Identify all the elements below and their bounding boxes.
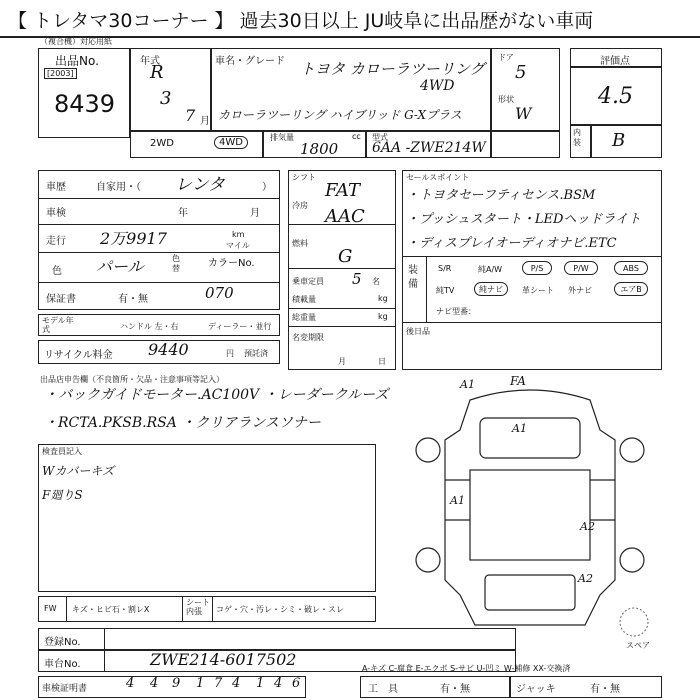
cert-value-6: 4 — [232, 676, 241, 691]
mileage-value: 2万9917 — [100, 229, 167, 248]
shift-value: FAT — [325, 180, 360, 201]
capacity-value: 5 — [352, 270, 362, 288]
year-value: 3 — [160, 88, 172, 109]
diagram-spare: スペア — [626, 641, 650, 650]
equip-ps: P/S — [522, 261, 552, 275]
frame-label: 車台No. — [44, 659, 81, 670]
banner-title: 【 トレタマ30コーナー 】 過去30日以上 JU岐阜に出品歴がない車両 — [8, 10, 594, 32]
load-unit: kg — [378, 294, 388, 303]
equip-sr: S/R — [438, 264, 452, 273]
cert-value-2: 4 — [150, 676, 159, 691]
ac-value: AAC — [325, 206, 365, 227]
equip-aw: 純A/W — [478, 265, 503, 274]
equip-pw: P/W — [564, 261, 598, 275]
change-date-month: 月 — [338, 357, 346, 366]
equip-airbag: エアB — [614, 282, 648, 296]
selling-point-2: ・プッシュスタート・LEDヘッドライト — [406, 212, 641, 227]
model-year-dealer: ディーラー・並行 — [208, 322, 272, 331]
year-label: 年式 — [140, 56, 160, 67]
equipment-label: 装備 — [408, 265, 418, 290]
selling-point-1: ・トヨタセーフティセンス.BSM — [406, 188, 596, 203]
name-line2: 4WD — [420, 78, 455, 94]
equip-tv: 純TV — [436, 286, 455, 295]
tools-value: 有・無 — [440, 684, 470, 695]
color-change: 色替 — [172, 254, 180, 273]
diagram-a1-mid: A1 — [512, 422, 527, 435]
lot-sub: [2003] — [44, 68, 77, 79]
ac-label: 冷房 — [292, 201, 308, 210]
history-value: レンタ — [175, 175, 225, 195]
gross-unit: kg — [378, 312, 388, 321]
mileage-km: km — [232, 230, 245, 239]
shift-label: シフト — [292, 173, 316, 182]
equip-extnavi: 外ナビ — [568, 286, 592, 295]
cert-label: 車検証明書 — [42, 684, 88, 694]
history-own: 自家用・（ — [96, 182, 141, 193]
fw-seat: シート内張 — [186, 598, 210, 616]
inspector-label: 検査員記入 — [42, 447, 82, 456]
recycle-unit: 円 — [226, 349, 234, 358]
inspector-line2: F廻りS — [42, 488, 83, 502]
shape-label: 形状 — [498, 95, 514, 104]
inspection-year: 年 — [178, 208, 188, 219]
inspector-line1: Wカバーキズ — [42, 464, 115, 478]
fuel-value: G — [338, 246, 353, 267]
warranty-value: 有・無 — [118, 294, 148, 305]
change-date-day: 日 — [378, 357, 386, 366]
displacement-label: 排気量 — [270, 133, 294, 142]
inspection-label: 車検 — [46, 208, 66, 219]
notes-line2: ・RCTA.PKSB.RSA ・クリアランスソナー — [44, 415, 321, 431]
diagram-a2-rear: A2 — [578, 572, 593, 585]
color-label: 色 — [52, 266, 62, 277]
model-label: 型式 — [372, 133, 388, 142]
spare-tire-icon — [620, 608, 648, 636]
history-close: ） — [262, 182, 272, 193]
interior-value: B — [612, 130, 626, 151]
equip-navi: 純ナビ — [474, 282, 508, 296]
car-diagram — [400, 370, 662, 640]
history-label: 車歴 — [46, 182, 66, 193]
drive-2wd: 2WD — [150, 138, 174, 149]
doors-label: ドア — [498, 53, 514, 62]
cert-value-3: 9 — [172, 676, 181, 691]
year-month: 7 — [185, 106, 196, 125]
cert-value-4: 1 — [196, 676, 205, 691]
fuel-label: 燃料 — [292, 239, 308, 248]
diagram-a1-left: A1 — [450, 494, 465, 507]
recycle-value: 9440 — [148, 340, 189, 359]
diagram-a2-right: A2 — [580, 520, 595, 533]
frame-value: ZWE214-6017502 — [150, 650, 297, 669]
name-label: 車名・グレード — [215, 56, 285, 67]
registration-label: 登録No. — [44, 637, 81, 648]
tools-label: 工 具 — [368, 684, 398, 695]
selling-point-3: ・ディスプレイオーディオナビ.ETC — [406, 236, 617, 251]
model-value: 6AA -ZWE214W — [372, 140, 486, 156]
score-label: 評価点 — [600, 56, 630, 67]
diagram-fa: FA — [510, 374, 526, 388]
lot-label: 出品No. — [55, 54, 99, 68]
load-label: 積載量 — [292, 295, 316, 304]
after-docs-label: 後日品 — [406, 327, 430, 336]
notes-line1: ・バックガイドモーター.AC100V ・レーダークルーズ — [44, 387, 389, 403]
color-code-label: カラーNo. — [208, 258, 255, 269]
fw-label: FW — [44, 604, 57, 613]
jack-value: 有・無 — [590, 684, 620, 695]
year-month-unit: 月 — [200, 116, 210, 127]
cert-value-7: 1 — [256, 676, 265, 691]
model-year-handle: ハンドル 左・右 — [120, 322, 179, 331]
year-era: R — [150, 62, 164, 83]
equip-navi-model: ナビ型番： — [436, 307, 476, 316]
displacement-unit: cc — [352, 132, 361, 141]
interior-label: 内装 — [573, 128, 581, 147]
doors-value: 5 — [515, 62, 527, 83]
capacity-unit: 名 — [372, 277, 380, 286]
name-line1: トヨタ カローラツーリング — [300, 60, 485, 78]
lot-number: 8439 — [54, 90, 116, 118]
cert-value-8: 4 — [274, 676, 283, 691]
model-year-label: モデル年式 — [42, 316, 74, 334]
notes-label: 出品店申告欄（不良箇所・欠品・注意事項等記入） — [40, 375, 224, 384]
jack-label: ジャッキ — [516, 684, 556, 695]
equip-leather: 革シート — [522, 286, 554, 295]
fw-items: キズ・ヒビ石・割レX — [72, 605, 150, 614]
color-value: パール — [96, 257, 144, 276]
mileage-label: 走行 — [46, 236, 66, 247]
inspection-month: 月 — [250, 208, 260, 219]
drive-4wd: 4WD — [214, 136, 248, 149]
cert-values: 4 — [126, 676, 135, 691]
equip-abs: ABS — [614, 261, 648, 275]
selling-points-label: セールスポイント — [406, 173, 470, 182]
registration-box — [38, 628, 516, 650]
cert-value-5: 7 — [214, 676, 223, 691]
mileage-mile: マイル — [226, 241, 250, 250]
shape-value: W — [515, 104, 532, 123]
score-value: 4.5 — [598, 84, 633, 109]
gross-label: 総重量 — [292, 313, 316, 322]
change-date-label: 名変期限 — [292, 333, 324, 342]
displacement-value: 1800 — [300, 140, 339, 158]
recycle-note: 預託済 — [244, 349, 268, 358]
name-grade: カローラツーリング ハイブリッド G-Xプラス — [218, 108, 462, 122]
color-code: 070 — [205, 284, 234, 302]
sub-title: （複合機）対応用紙 — [40, 37, 112, 46]
damage-legend: A-キズ C-腐食 E-エクボ S-サビ U-凹ミ W-補修 XX-交換済 — [362, 664, 571, 673]
diagram-a1-top: A1 — [460, 378, 475, 391]
warranty-label: 保証書 — [46, 294, 76, 305]
fw-seat-items: コゲ・穴・汚レ・シミ・破レ・スレ — [216, 605, 344, 614]
recycle-label: リサイクル料金 — [44, 350, 113, 361]
capacity-label: 乗車定員 — [292, 277, 324, 286]
cert-value-9: 6 — [292, 676, 301, 691]
